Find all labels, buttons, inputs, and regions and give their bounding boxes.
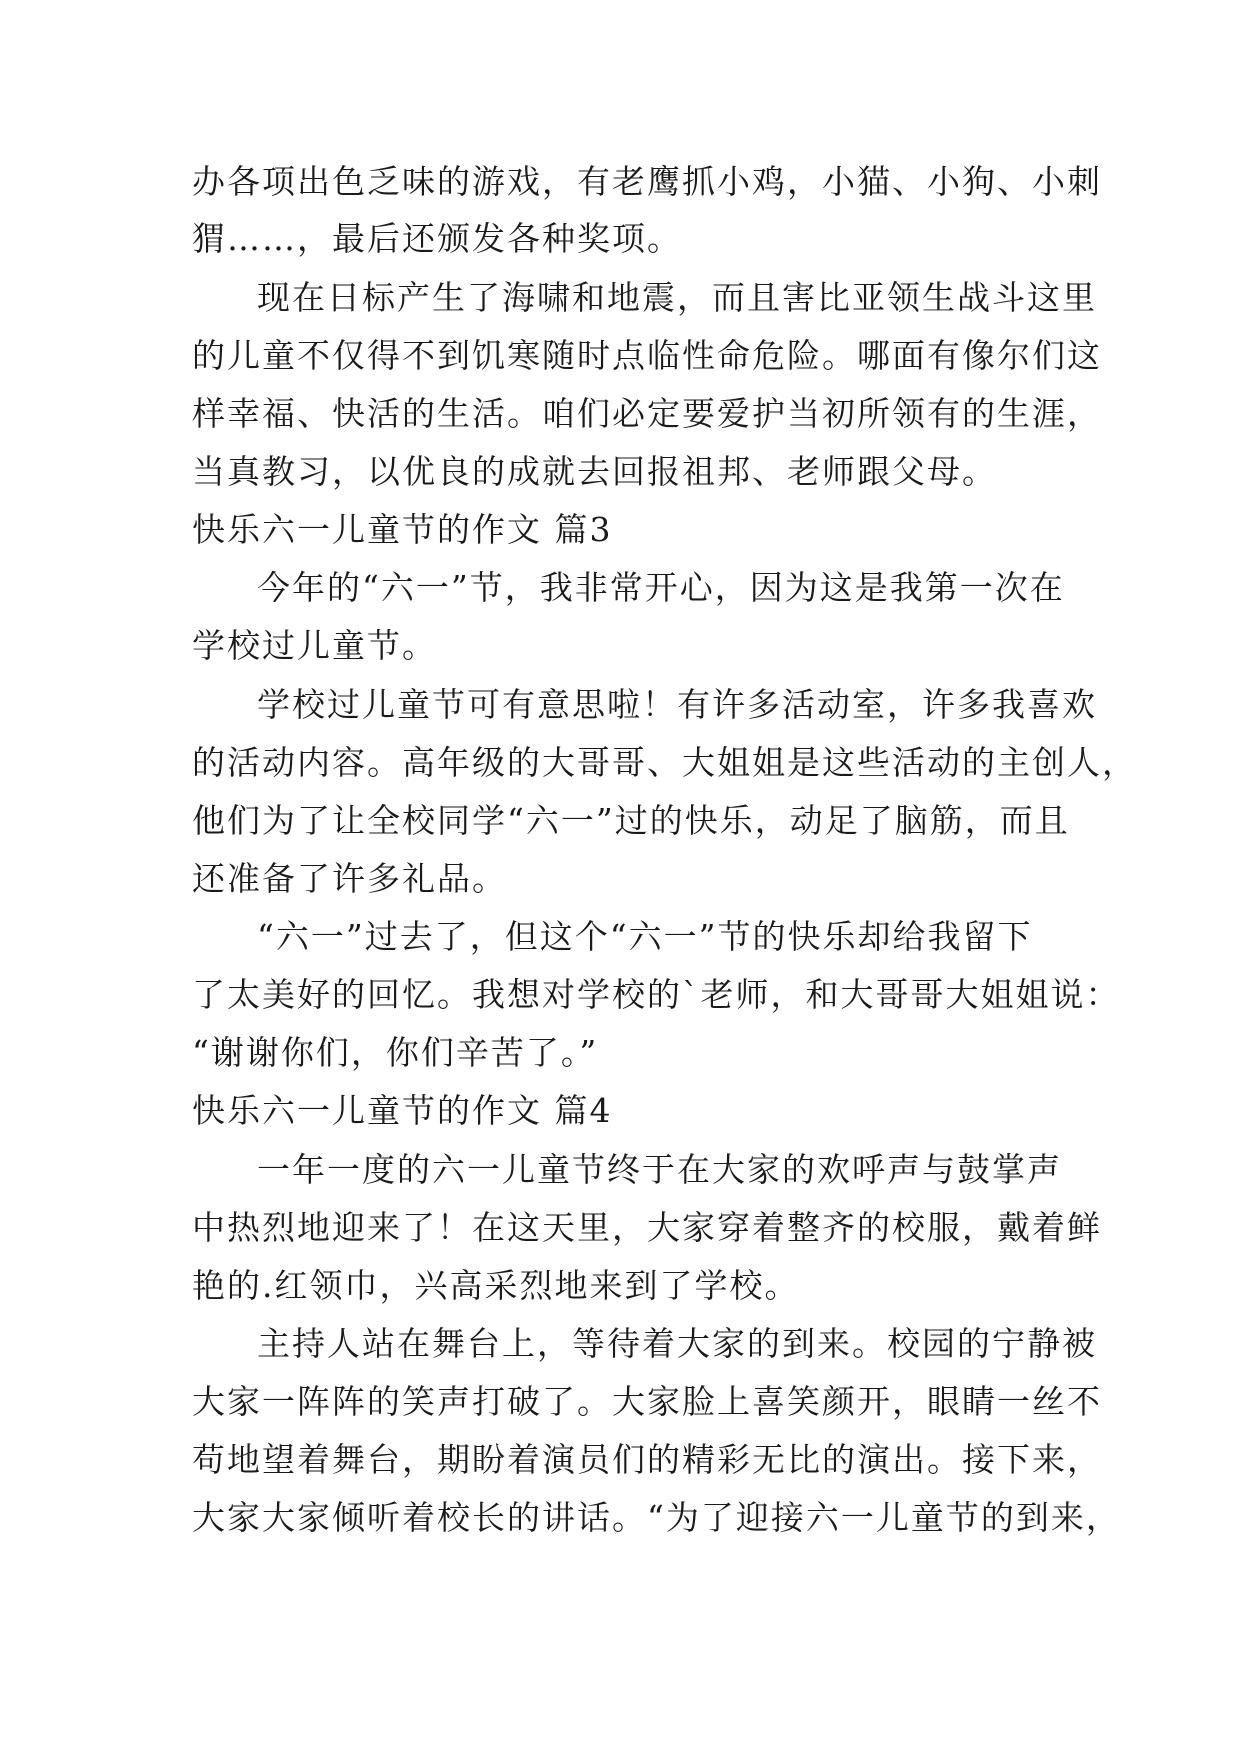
body-text-line: 艳的.红领巾，兴高采烈地来到了学校。 — [192, 1266, 800, 1305]
paragraph-first-line: 现在日标产生了海啸和地震，而且害比亚领生战斗这里 — [257, 278, 1097, 317]
body-text-line: 中热烈地迎来了！在这天里，大家穿着整齐的校服，戴着鲜 — [192, 1208, 1102, 1247]
section-heading: 快乐六一儿童节的作文 篇4 — [192, 1091, 613, 1130]
body-text-line: 大家大家倾听着校长的讲话。“为了迎接六一儿童节的到来， — [192, 1498, 1121, 1537]
body-text-line: 他们为了让全校同学“六一”过的快乐，动足了脑筋，而且 — [192, 801, 1070, 840]
paragraph-first-line: 一年一度的六一儿童节终于在大家的欢呼声与鼓掌声 — [257, 1150, 1062, 1189]
body-text-line: 学校过儿童节。 — [192, 626, 437, 665]
paragraph-first-line: “六一”过去了，但这个“六一”节的快乐却给我留下 — [257, 917, 1033, 956]
body-text-line: 当真教习，以优良的成就去回报祖邦、老师跟父母。 — [192, 452, 997, 491]
body-text-line: 了太美好的回忆。我想对学校的`老师，和大哥哥大姐姐说： — [192, 975, 1121, 1014]
paragraph-first-line: 学校过儿童节可有意思啦！有许多活动室，许多我喜欢 — [257, 685, 1097, 724]
paragraph-first-line: 主持人站在舞台上，等待着大家的到来。校园的宁静被 — [257, 1324, 1097, 1363]
body-text-line: 样幸福、快活的生活。咱们必定要爱护当初所领有的生涯， — [192, 394, 1102, 433]
body-text-line: 大家一阵阵的笑声打破了。大家脸上喜笑颜开，眼睛一丝不 — [192, 1382, 1102, 1421]
body-text-line: 苟地望着舞台，期盼着演员们的精彩无比的演出。接下来， — [192, 1440, 1102, 1479]
body-text-line: 还准备了许多礼品。 — [192, 859, 507, 898]
paragraph-first-line: 今年的“六一”节，我非常开心，因为这是我第一次在 — [257, 568, 1065, 607]
section-heading: 快乐六一儿童节的作文 篇3 — [192, 510, 613, 549]
body-text-line: 的活动内容。高年级的大哥哥、大姐姐是这些活动的主创人， — [192, 743, 1137, 782]
body-text-line: “谢谢你们，你们辛苦了。” — [192, 1033, 599, 1072]
body-text-line: 猬……，最后还颁发各种奖项。 — [192, 219, 682, 258]
body-text-line: 的儿童不仅得不到饥寒随时点临性命危险。哪面有像尔们这 — [192, 336, 1102, 375]
body-text-line: 办各项出色乏味的游戏，有老鹰抓小鸡，小猫、小狗、小刺 — [192, 162, 1102, 201]
